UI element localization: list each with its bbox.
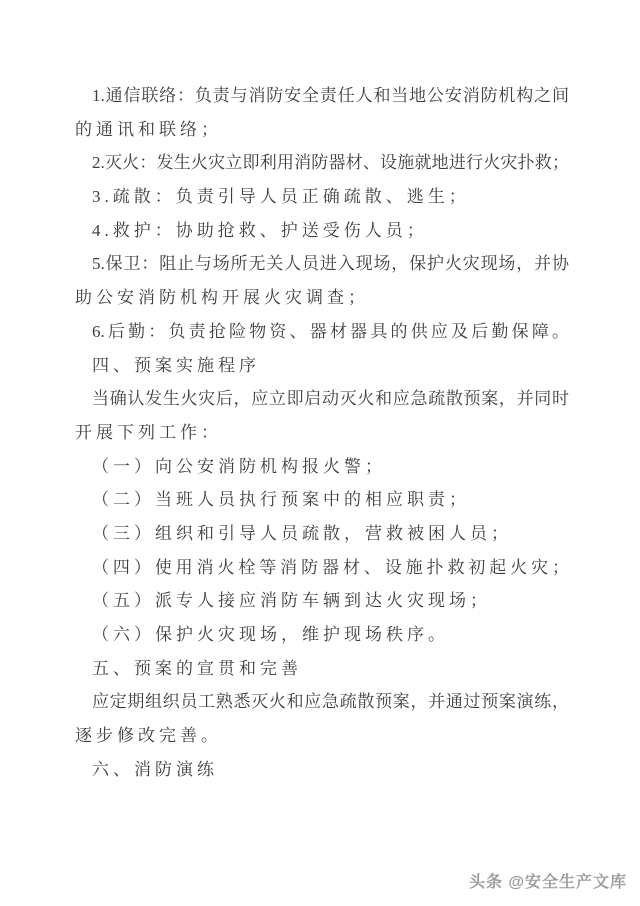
text-line: 5.保卫：阻止与场所无关人员进入现场，保护火灾现场，并协 [92, 254, 569, 274]
text-line: 应定期组织员工熟悉灭火和应急疏散预案，并通过预案演练， [92, 692, 569, 712]
text-line: （一）向公安消防机构报火警； [92, 456, 386, 476]
text-line: 开展下列工作： [75, 422, 222, 442]
text-line: 当确认发生火灾后，应立即启动灭火和应急疏散预案，并同时 [92, 389, 569, 409]
text-line: 4.救护：协助抢救、护送受伤人员； [92, 220, 428, 240]
text-line: 的通讯和联络； [75, 119, 222, 139]
text-line: 2.灭火：发生火灾立即利用消防器材、设施就地进行火灾扑救； [92, 153, 569, 173]
text-line: 五、预案的宣贯和完善 [92, 658, 302, 678]
text-line: （五）派专人接应消防车辆到达火灾现场； [92, 591, 491, 611]
text-line: 助公安消防机构开展火灾调查； [75, 288, 369, 308]
document-body [75, 79, 569, 786]
text-line: （三）组织和引导人员疏散，营救被困人员； [92, 523, 512, 543]
text-line: （六）保护火灾现场，维护现场秩序。 [92, 625, 449, 644]
text-line: （四）使用消火栓等消防器材、设施扑救初起火灾； [92, 557, 569, 577]
document-page [75, 79, 569, 786]
text-line: 3.疏散：负责引导人员正确疏散、逃生； [92, 187, 470, 207]
text-line: 6.后勤：负责抢险物资、器材器具的供应及后勤保障。 [92, 321, 569, 341]
watermark: 头条 @安全生产文库 [468, 874, 627, 891]
text-line: 逐步修改完善。 [75, 726, 222, 746]
text-line: （二）当班人员执行预案中的相应职责； [92, 490, 470, 510]
text-line: 四、预案实施程序 [92, 355, 260, 375]
text-line: 1.通信联络：负责与消防安全责任人和当地公安消防机构之间 [92, 86, 569, 105]
text-line: 六、消防演练 [92, 759, 218, 779]
